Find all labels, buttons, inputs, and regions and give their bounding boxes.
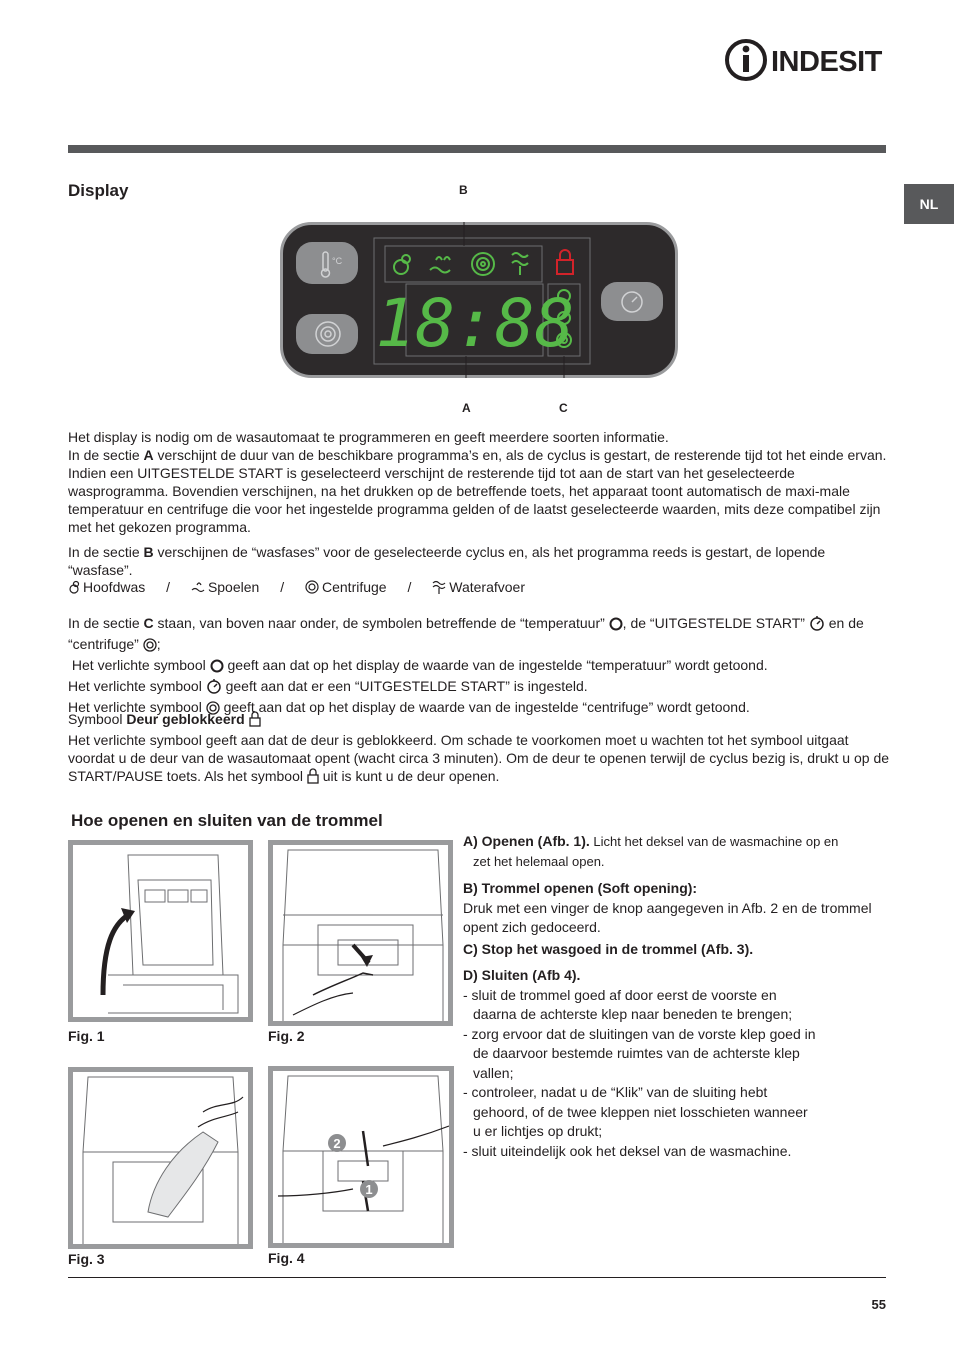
svg-text:2: 2	[333, 1136, 341, 1151]
delay-start-icon	[206, 678, 222, 698]
page-number: 55	[871, 1297, 886, 1312]
drain-icon	[432, 580, 446, 598]
display-heading: Display	[68, 181, 129, 200]
label-b: B	[459, 183, 468, 197]
display-panel-illustration	[280, 222, 678, 378]
phase-legend: Hoofdwas / Spoelen / Centrifuge / Waterafvoer	[68, 578, 525, 598]
main-wash-icon	[68, 580, 80, 598]
intro-line-1: Het display is nodig om de wasautomaat te programmeren en geeft meerdere soorten informatie.	[68, 429, 669, 445]
delay-start-icon	[809, 615, 825, 635]
svg-text:1: 1	[365, 1182, 373, 1197]
label-a: A	[462, 401, 471, 415]
lock-icon	[307, 768, 319, 788]
intro-section-a: In de sectie A verschijnt de duur van de beschikbare programma’s en, als de cyclus is gestart, de resterende tijd tot het einde ervan. Indien een UITGESTELDE START is geselecteerd verschijnt de resterende tijd tot aan de start van het geselecteerde wasprogramma. Bovendien verschijnen, na het drukken op de betreffende toets, het apparaat toont automatisch de maxi-male temperatuur en centrifuge die voor het ingestelde programma gelden of de laatst geselecteerde waarden, mits deze compatibel zijn met het gekozen programma.	[68, 447, 887, 535]
fig-2-label: Fig. 2	[268, 1028, 305, 1044]
drum-steps: A) Openen (Afb. 1). Licht het deksel van de wasmachine op en zet het helemaal open. B) Trommel openen (Soft opening): Druk met een vinger de knop aangegeven in Afb. 2 en de trommel opent zich gedoceerd. C) Stop het wasgoed in de trommel (Afb. 3). D) Sluiten (Afb 4). - sluit de trommel goed af door eerst de voorste en daarna de achterste klep naar beneden te brengen; - zorg ervoor dat de sluitingen van de vorste klep goed in de daarvoor bestemde ruimtes van de achterste klep vallen; - controleer, nadat u de “Klik” van de sluiting hebt gehoord, of de twee kleppen niet losschieten wanneer u er lichtjes op drukt; - sluit uiteindelijk ook het deksel van de wasmachine.	[463, 833, 872, 1159]
spin-icon	[143, 638, 157, 656]
fig-3-label: Fig. 3	[68, 1251, 105, 1267]
figure-3	[68, 1067, 253, 1249]
label-c: C	[559, 401, 568, 415]
temperature-icon	[609, 617, 623, 635]
svg-text:INDESIT: INDESIT	[771, 46, 882, 78]
fig-1-label: Fig. 1	[68, 1028, 105, 1044]
language-tab: NL	[904, 184, 954, 224]
svg-text:°C: °C	[332, 256, 343, 266]
svg-text:18:88: 18:88	[375, 285, 575, 362]
fig-4-label: Fig. 4	[268, 1250, 305, 1266]
top-rule	[68, 145, 886, 153]
indesit-logo	[724, 38, 889, 84]
drum-heading: Hoe openen en sluiten van de trommel	[71, 811, 383, 830]
lock-icon	[249, 711, 261, 731]
spin-icon	[305, 580, 319, 598]
door-locked-text: Symbool Deur geblokkeerd Het verlichte symbool geeft aan dat de deur is geblokkeerd. Om schade te voorkomen moet u wachten tot het symbool uitgaat voordat u de deur van de wasautomaat opent (wacht circa 3 minuten). Om de deur te openen terwijl de cyclus bezig is, drukt u op de START/PAUSE toets. Als het symbool uit is kunt u de deur openen.	[68, 710, 890, 788]
figure-1	[68, 840, 253, 1022]
intro-text	[68, 428, 890, 536]
figure-2	[268, 840, 453, 1026]
figure-4	[268, 1066, 454, 1248]
bottom-rule	[68, 1277, 886, 1278]
section-c-text: In de sectie C staan, van boven naar onder, de symbolen betreffende de “temperatuur” , de “UITGESTELDE START” en de “centrifuge” ; Het verlichte symbool geeft aan dat op het display de waarde van de ingestelde “temperatuur” wordt getoond. Het verlichte symbool geeft aan dat er een “UITGESTELDE START” is ingesteld. Het verlichte symbool geeft aan dat op het display de waarde van de ingestelde “centrifuge” wordt getoond.	[68, 614, 890, 719]
rinse-icon	[191, 580, 205, 598]
temperature-icon	[210, 659, 224, 677]
section-b-text: In de sectie B verschijnen de “wasfases” voor de geselecteerde cyclus en, als het programma reeds is gestart, de lopende “wasfase”.	[68, 544, 826, 578]
